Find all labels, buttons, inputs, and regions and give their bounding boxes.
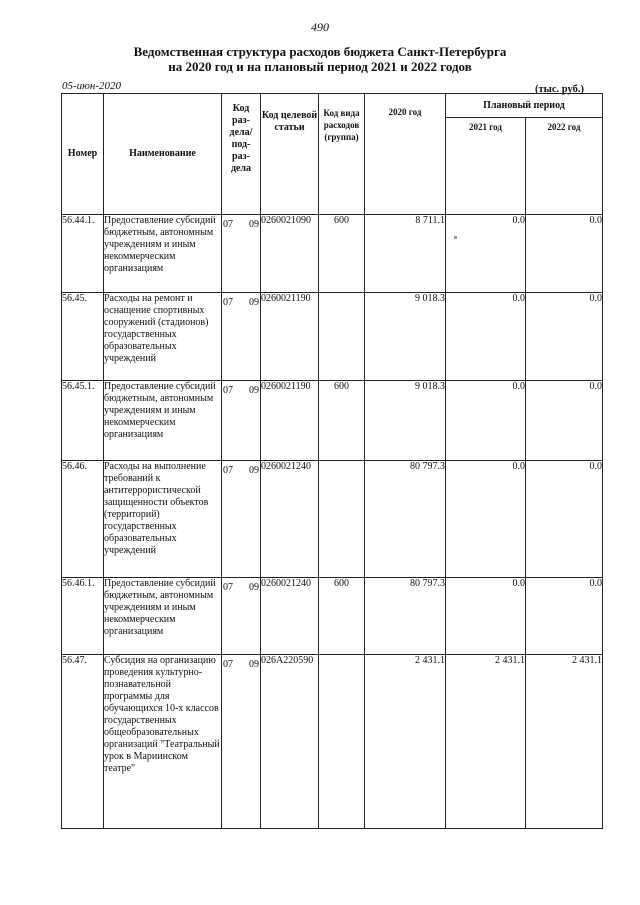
document-title (0, 44, 640, 74)
row-expense-type (319, 655, 365, 829)
row-target-code: 0260021090 (261, 215, 319, 293)
row-subsection: 09 (249, 659, 259, 670)
row-amount-2020: 80 797.3 (365, 578, 446, 655)
header-name: Наименование (104, 94, 222, 215)
table-row (62, 655, 603, 829)
row-target-code: 026А220590 (261, 655, 319, 829)
row-number: 56.46.1. (62, 578, 104, 655)
row-amount-2020: 2 431.1 (365, 655, 446, 829)
header-2020: 2020 год (365, 94, 446, 215)
header-number: Номер (62, 94, 104, 215)
row-amount-2022: 2 431.1 (526, 655, 603, 829)
row-subsection: 09 (249, 582, 259, 593)
row-section: 07 (223, 219, 233, 230)
row-name: Расходы на выполнение требований к антитеррористической защищенности объектов (территорий) государственных образовательных учреждений (104, 461, 222, 578)
row-amount-2022: 0.0 (526, 461, 603, 578)
row-amount-2021: 0.0 (446, 215, 526, 293)
row-subsection: 09 (249, 219, 259, 230)
row-number: 56.45.1. (62, 381, 104, 461)
row-target-code: 0260021240 (261, 461, 319, 578)
budget-table (61, 93, 603, 829)
row-target-code: 0260021190 (261, 381, 319, 461)
row-amount-2022: 0.0 (526, 215, 603, 293)
row-amount-2020: 9 018.3 (365, 293, 446, 381)
row-section: 07 (223, 385, 233, 396)
row-name: Субсидия на организацию проведения культурно-познавательной программы для обучающихся 10-х классов государственных общеобразовательных организаций "Театральный урок в Мариинском театре" (104, 655, 222, 829)
row-name: Предоставление субсидий бюджетным, автономным учреждениям и иным некоммерческим организациям (104, 578, 222, 655)
row-number: 56.46. (62, 461, 104, 578)
row-amount-2022: 0.0 (526, 578, 603, 655)
scan-speck (454, 236, 457, 239)
document-date: 05-июн-2020 (62, 80, 122, 92)
row-section: 07 (223, 465, 233, 476)
row-amount-2021: 2 431.1 (446, 655, 526, 829)
row-name: Предоставление субсидий бюджетным, автономным учреждениям и иным некоммерческим организациям (104, 381, 222, 461)
row-amount-2021: 0.0 (446, 461, 526, 578)
table-row (62, 578, 603, 655)
row-target-code: 0260021240 (261, 578, 319, 655)
row-subsection: 09 (249, 465, 259, 476)
row-amount-2022: 0.0 (526, 381, 603, 461)
row-number: 56.47. (62, 655, 104, 829)
row-amount-2022: 0.0 (526, 293, 603, 381)
page-number: 490 (311, 20, 329, 34)
row-expense-type (319, 293, 365, 381)
row-name: Расходы на ремонт и оснащение спортивных сооружений (стадионов) государственных образовательных учреждений (104, 293, 222, 381)
row-name: Предоставление субсидий бюджетным, автономным учреждениям и иным некоммерческим организациям (104, 215, 222, 293)
row-expense-type (319, 461, 365, 578)
table-row (62, 381, 603, 461)
row-amount-2021: 0.0 (446, 578, 526, 655)
header-planned-period: Плановый период (446, 94, 603, 118)
row-amount-2021: 0.0 (446, 293, 526, 381)
header-expense-type: Код вида расходов (группа) (319, 94, 365, 215)
row-subsection: 09 (249, 385, 259, 396)
row-number: 56.45. (62, 293, 104, 381)
header-2021: 2021 год (446, 118, 526, 215)
units-label: (тыс. руб.) (535, 84, 584, 95)
row-section: 07 (223, 582, 233, 593)
row-amount-2020: 80 797.3 (365, 461, 446, 578)
row-number: 56.44.1. (62, 215, 104, 293)
row-expense-type: 600 (319, 381, 365, 461)
row-section: 07 (223, 659, 233, 670)
row-amount-2020: 8 711.1 (365, 215, 446, 293)
row-expense-type: 600 (319, 578, 365, 655)
row-amount-2020: 9 018.3 (365, 381, 446, 461)
table-row (62, 215, 603, 293)
title-line-2: на 2020 год и на плановый период 2021 и 2022 годов (168, 59, 472, 74)
header-section-code: Код раз-дела/ под-раз-дела (222, 94, 261, 215)
row-target-code: 0260021190 (261, 293, 319, 381)
title-line-1: Ведомственная структура расходов бюджета Санкт-Петербурга (133, 44, 507, 59)
row-expense-type: 600 (319, 215, 365, 293)
header-2022: 2022 год (526, 118, 603, 215)
row-subsection: 09 (249, 297, 259, 308)
header-target-code: Код целевой статьи (261, 94, 319, 215)
table-row (62, 293, 603, 381)
row-section: 07 (223, 297, 233, 308)
table-row (62, 461, 603, 578)
row-amount-2021: 0.0 (446, 381, 526, 461)
